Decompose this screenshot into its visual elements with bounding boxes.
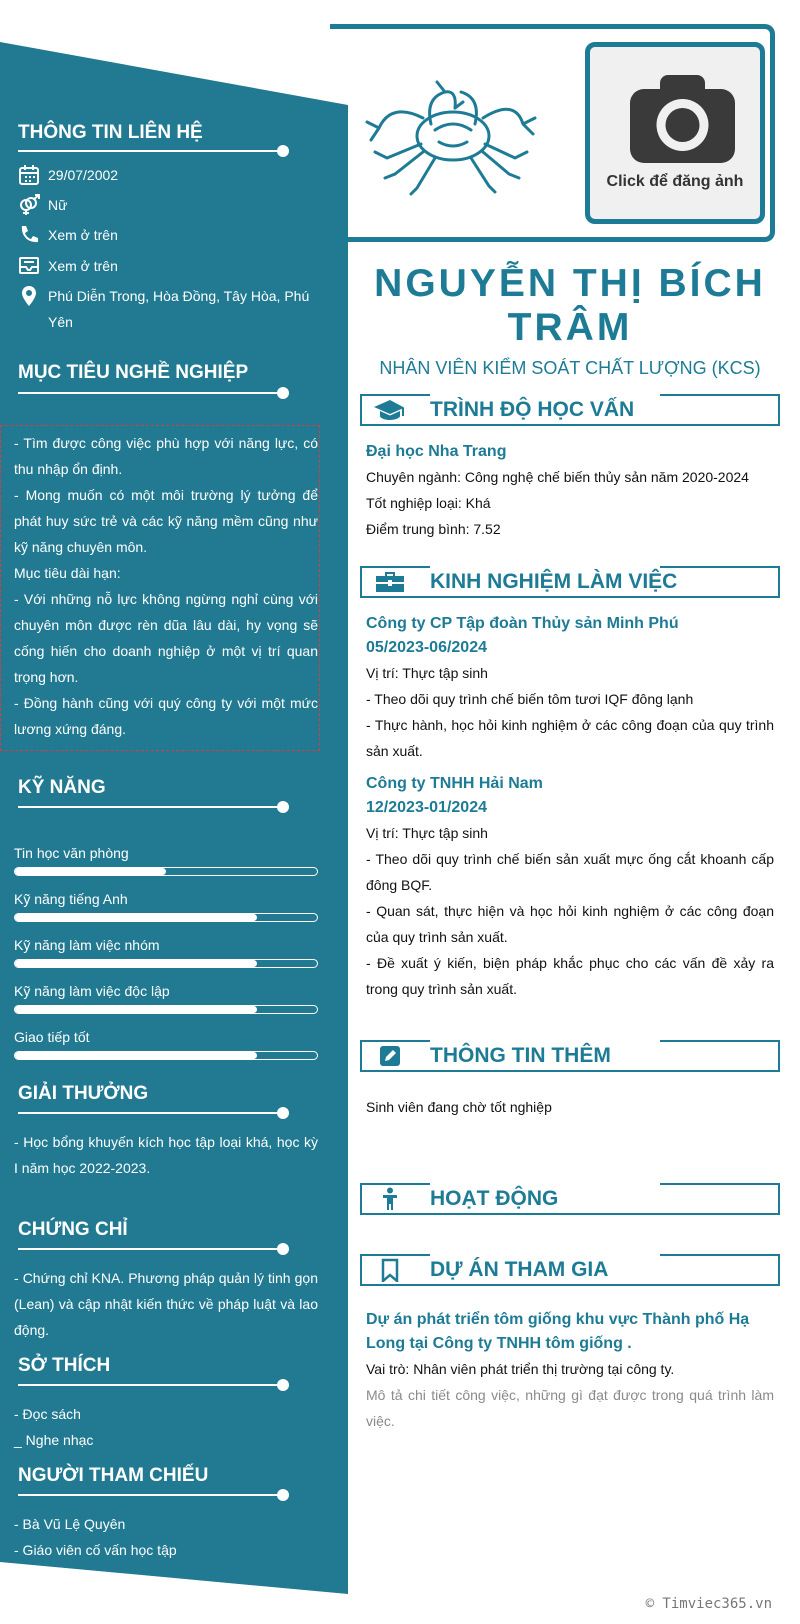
contact-title: THÔNG TIN LIÊN HỆ xyxy=(18,122,203,143)
hobbies-divider xyxy=(18,1384,283,1386)
additional-title: THÔNG TIN THÊM xyxy=(430,1044,611,1067)
photo-caption: Click để đăng ảnh xyxy=(606,173,744,190)
skill-bar xyxy=(14,1005,318,1014)
email-icon xyxy=(18,255,40,277)
projects-header xyxy=(360,1254,780,1286)
hobbies-list xyxy=(14,1401,318,1453)
briefcase-icon xyxy=(374,570,406,594)
job-period: 12/2023-01/2024 xyxy=(366,799,487,816)
contact-divider xyxy=(18,150,283,152)
project-description: Mô tả chi tiết công việc, những gì đạt được trong quá trình làm việc. xyxy=(366,1387,774,1429)
candidate-name: NGUYỄN THỊ BÍCH TRÂM xyxy=(374,262,766,349)
additional-text: Sinh viên đang chờ tốt nghiệp xyxy=(366,1099,552,1115)
objective-line: - Tìm được công việc phù hợp với năng lực, có thu nhập ổn định. xyxy=(14,435,318,477)
graduation-cap-icon xyxy=(374,398,406,422)
hobby-item: _ Nghe nhạc xyxy=(14,1432,94,1448)
references-title: NGƯỜI THAM CHIẾU xyxy=(18,1465,209,1486)
skills-title: KỸ NĂNG xyxy=(18,777,106,798)
skill-bar xyxy=(14,959,318,968)
job-title: NHÂN VIÊN KIỂM SOÁT CHẤT LƯỢNG (KCS) xyxy=(379,358,761,378)
job-company: Công ty TNHH Hải Nam xyxy=(366,775,543,792)
skill-label: Giao tiếp tốt xyxy=(14,1029,90,1045)
hobbies-title: SỞ THÍCH xyxy=(18,1355,111,1376)
skill-label: Kỹ năng tiếng Anh xyxy=(14,891,128,907)
education-school: Đại học Nha Trang xyxy=(366,443,507,460)
skill-fill xyxy=(15,868,166,875)
project-name: Dự án phát triển tôm giống khu vực Thành phố Hạ Long tại Công ty TNHH tôm giống . xyxy=(366,1311,750,1352)
job-details xyxy=(366,820,774,1002)
experience-header xyxy=(360,566,780,598)
job-line: Vị trí: Thực tập sinh xyxy=(366,825,488,841)
reference-item: - Bà Vũ Lệ Quyên xyxy=(14,1516,126,1532)
contact-birthday: 29/07/2002 xyxy=(18,162,308,188)
objective-title: MỤC TIÊU NGHỀ NGHIỆP xyxy=(18,362,249,383)
contact-phone: Xem ở trên xyxy=(18,222,308,248)
skill-label: Kỹ năng làm việc nhóm xyxy=(14,937,160,953)
footer-watermark: © Timviec365.vn xyxy=(645,1596,772,1612)
job-line: - Thực hành, học hỏi kinh nghiệm ở các công đoạn của quy trình sản xuất. xyxy=(366,717,774,759)
skills-divider xyxy=(18,806,283,808)
job-line: - Đề xuất ý kiến, biện pháp khắc phục cho các vấn đề xảy ra trong quy trình sản xuất. xyxy=(366,955,774,997)
certificates-divider xyxy=(18,1248,283,1250)
awards-title: GIẢI THƯỞNG xyxy=(18,1083,149,1104)
objective-text xyxy=(14,430,318,742)
education-gpa: Điểm trung bình: 7.52 xyxy=(366,521,501,537)
activities-title: HOẠT ĐỘNG xyxy=(430,1187,559,1210)
calendar-icon xyxy=(18,164,40,186)
location-pin-icon xyxy=(18,285,40,307)
awards-divider xyxy=(18,1112,283,1114)
education-major: Chuyên ngành: Công nghệ chế biến thủy sản năm 2020-2024 xyxy=(366,469,749,485)
job-line: - Quan sát, thực hiện và học hỏi kinh nghiệm ở các công đoạn của quy trình sản xuất. xyxy=(366,903,774,945)
education-header xyxy=(360,394,780,426)
references-list xyxy=(14,1511,318,1563)
skill-fill xyxy=(15,1052,257,1059)
objective-line: - Với những nỗ lực không ngừng nghỉ cùng với chuyên môn được rèn dũa lâu dài, hy vọng sẽ cống hiến cho doanh nghiệp ở một vị trí quan trọng hơn. xyxy=(14,591,318,685)
photo-upload[interactable] xyxy=(585,42,765,224)
education-title: TRÌNH ĐỘ HỌC VẤN xyxy=(430,398,635,421)
skill-fill xyxy=(15,1006,257,1013)
bookmark-icon xyxy=(374,1258,406,1282)
certificates-title: CHỨNG CHỈ xyxy=(18,1219,128,1240)
camera-icon xyxy=(630,73,735,163)
hobby-item: - Đọc sách xyxy=(14,1406,81,1422)
edit-icon xyxy=(374,1044,406,1068)
objective-divider xyxy=(18,392,283,394)
project-role: Vai trò: Nhân viên phát triển thị trường tại công ty. xyxy=(366,1361,675,1377)
education-grade: Tốt nghiệp loại: Khá xyxy=(366,495,491,511)
awards-text: - Học bổng khuyến kích học tập loại khá, học kỳ I năm học 2022-2023. xyxy=(14,1134,318,1176)
gender-icon xyxy=(18,194,40,216)
skill-bar xyxy=(14,1051,318,1060)
additional-header xyxy=(360,1040,780,1072)
objective-line: Mục tiêu dài hạn: xyxy=(14,565,121,581)
job-line: Vị trí: Thực tập sinh xyxy=(366,665,488,681)
skill-bar xyxy=(14,913,318,922)
reference-item: - Giáo viên cố vấn học tập xyxy=(14,1542,177,1558)
contact-email: Xem ở trên xyxy=(18,253,308,279)
experience-title: KINH NGHIỆM LÀM VIỆC xyxy=(430,570,678,593)
person-icon xyxy=(374,1187,406,1211)
certificates-text: - Chứng chỉ KNA. Phương pháp quản lý tinh gọn (Lean) và cập nhật kiến thức về pháp luật và lao động. xyxy=(14,1270,318,1338)
job-details xyxy=(366,660,774,764)
skill-fill xyxy=(15,960,257,967)
job-line: - Theo dõi quy trình chế biến tôm tươi IQF đông lạnh xyxy=(366,691,694,707)
objective-line: - Đồng hành cũng với quý công ty với một mức lương xứng đáng. xyxy=(14,695,318,737)
skill-fill xyxy=(15,914,257,921)
job-company: Công ty CP Tập đoàn Thủy sản Minh Phú xyxy=(366,615,679,632)
references-divider xyxy=(18,1494,283,1496)
projects-title: DỰ ÁN THAM GIA xyxy=(430,1258,609,1281)
activities-header xyxy=(360,1183,780,1215)
job-line: - Theo dõi quy trình chế biến sản xuất mực ống cắt khoanh cấp đông BQF. xyxy=(366,851,774,893)
crab-logo-icon xyxy=(365,78,540,196)
job-period: 05/2023-06/2024 xyxy=(366,639,487,656)
objective-line: - Mong muốn có một môi trường lý tưởng để phát huy sức trẻ và các kỹ năng mềm cũng như kỹ năng chuyên môn. xyxy=(14,487,318,555)
skill-label: Kỹ năng làm việc độc lập xyxy=(14,983,170,999)
contact-gender: Nữ xyxy=(18,192,308,218)
phone-icon xyxy=(18,224,40,246)
skill-bar xyxy=(14,867,318,876)
contact-address: Phú Diễn Trong, Hòa Đồng, Tây Hòa, Phú Yên xyxy=(18,283,308,335)
skill-label: Tin học văn phòng xyxy=(14,845,129,861)
